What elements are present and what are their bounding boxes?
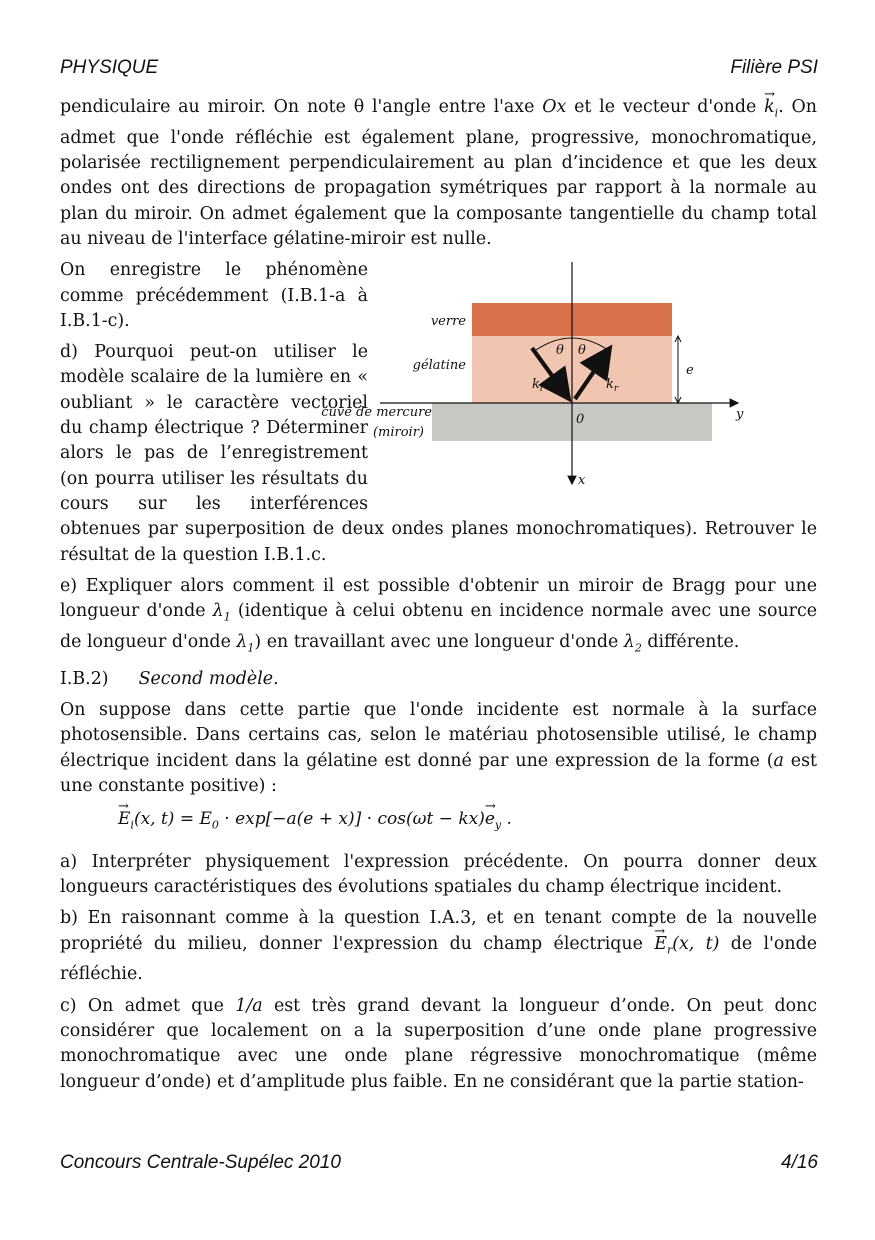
label-miroir: (miroir) xyxy=(372,425,424,441)
label-theta-2: θ xyxy=(578,343,586,359)
label-cuve: cuve de mercure xyxy=(321,405,432,421)
field-formula: → $E_i(x$, $t) = E_0 \cdot \exp[-a(e + x)] \cdot \cos(\omega t - kx)\to e_y$ . xyxy=(118,807,817,838)
section-number: I.B.2) xyxy=(60,668,109,689)
question-e: e) Expliquer alors comment il est possible d'obtenir un miroir de Bragg pour une longueur d'onde $\lambda_1$ (identique à celui obtenu en incidence normale avec une source de longueur d'onde $\lambda_1$) en travaillant avec une longueur d'onde $\lambda_2$ différente. xyxy=(60,575,817,655)
label-gelatine: gélatine xyxy=(412,358,466,374)
label-e: e xyxy=(686,363,694,379)
header-track: Filière PSI xyxy=(730,57,818,78)
question-a: a) Interpréter physiquement l'expression précédente. On pourra donner deux longueurs caractéristiques des évolutions spatiales du champ électrique incident. xyxy=(60,851,817,898)
field-er: → E xyxy=(654,932,667,957)
paragraph-intro: pendiculaire au miroir. On note θ l'angle entre l'axe Ox et le vecteur d'onde → $k_i$. On admet que l'onde réfléchie est également plane, progressive, monochromatique, polarisée rectilignement perpendiculairement au plan d’incidence et que les deux ondes ont des directions de propagation symétriques par rapport à la normale au plan du miroir. On admet également que la composante tangentielle du champ total au niveau de l'interface gélatine-miroir est nulle. xyxy=(60,95,817,252)
label-y: y xyxy=(736,407,744,423)
paragraph-record: On enregistre le phénomène comme précédemment (I.B.1-a à I.B.1-c). xyxy=(60,260,368,331)
wave-vector-ki: → $k_i$ xyxy=(764,95,778,126)
section-heading xyxy=(60,667,817,692)
label-origin: 0 xyxy=(576,412,585,428)
question-c: c) On admet que 1/a est très grand devant la longueur d’onde. On peut donc considérer que localement on a la superposition d’une onde plane progressive monochromatique avec une onde plane régressive monochromatique (même longueur d’onde) et d’amplitude plus faible. En ne considérant que la partie station- xyxy=(60,995,817,1092)
header-subject: PHYSIQUE xyxy=(60,57,159,78)
page-header xyxy=(60,57,818,79)
question-d: d) Pourquoi peut-on utiliser le modèle scalaire de la lumière en « oubliant » le caractère vectoriel du champ électrique ? Déterminer alors le pas de l’enregistrement (on pourra utiliser les résultats du cours sur les interférences obtenues par superposition de deux ondes planes monochromatiques). Retrouver le résultat de la question I.B.1.c. xyxy=(60,342,817,565)
label-ki: $k_i$ xyxy=(532,377,543,395)
section-title: Second modèle. xyxy=(138,668,279,689)
axis-ox: Ox xyxy=(542,97,567,117)
label-kr: $k_r$ xyxy=(606,377,619,395)
page-number: 4/16 xyxy=(781,1152,818,1173)
mirror-figure xyxy=(321,262,820,492)
question-b: b) En raisonnant comme à la question I.A.3, et en tenant compte de la nouvelle propriété du milieu, donner l'expression du champ électrique → $E_r(x$, t) de l'onde réfléchie. xyxy=(60,906,817,987)
page-content xyxy=(60,95,817,1101)
label-theta-1: θ xyxy=(556,343,564,359)
label-x: x xyxy=(578,473,586,489)
label-verre: verre xyxy=(430,314,466,330)
page-footer xyxy=(60,1152,818,1174)
mirror-diagram xyxy=(321,262,820,492)
footer-contest: Concours Centrale-Supélec 2010 xyxy=(60,1152,341,1173)
paragraph-hypothesis: On suppose dans cette partie que l'onde incidente est normale à la surface photosensible. Dans certains cas, selon le matériau photosensible utilisé, le champ électrique incident dans la gélatine est donné par une expression de la forme (a est une constante positive) : xyxy=(60,699,817,796)
